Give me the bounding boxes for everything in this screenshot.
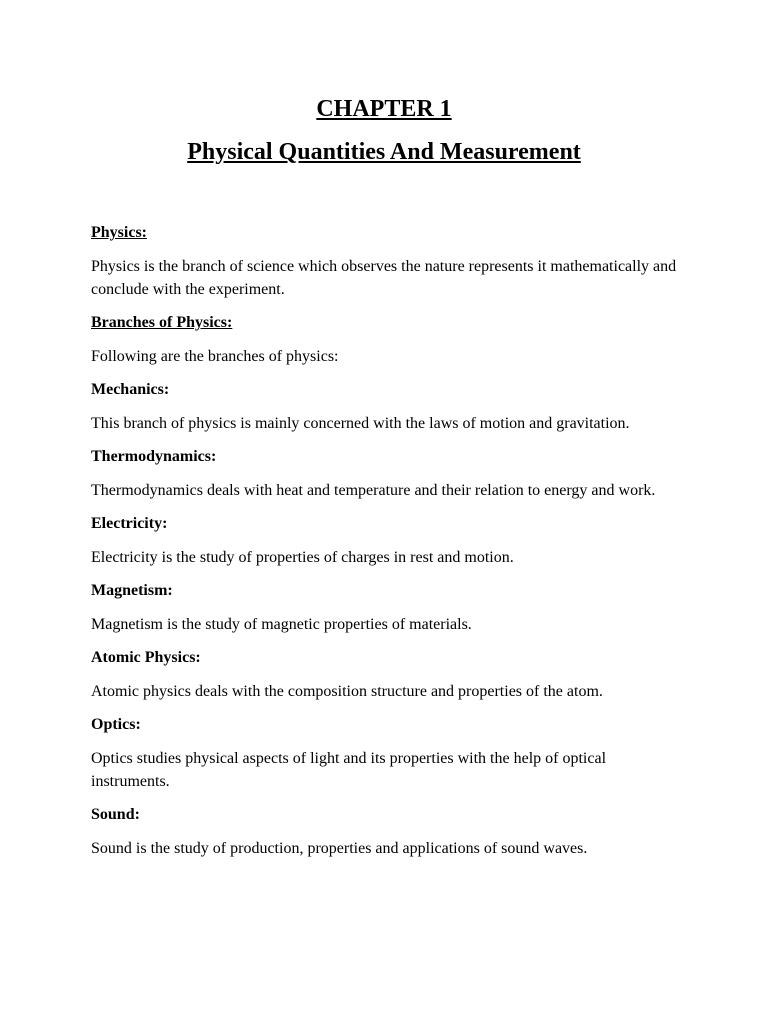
section-text: Sound is the study of production, properties and applications of sound waves. (91, 840, 588, 857)
section-sound (91, 803, 681, 860)
section-heading: Branches of Physics: (91, 314, 233, 331)
section-optics (91, 713, 681, 793)
section-heading: Atomic Physics: (91, 649, 201, 666)
section-heading: Optics: (91, 716, 141, 733)
section-heading: Mechanics: (91, 381, 170, 398)
section-thermodynamics (91, 445, 681, 502)
chapter-heading: CHAPTER 1 (316, 96, 452, 122)
section-text: Electricity is the study of properties of charges in rest and motion. (91, 549, 514, 566)
section-text: Physics is the branch of science which observes the nature represents it mathematically and conclude with the experiment. (91, 258, 677, 298)
section-text: Magnetism is the study of magnetic properties of materials. (91, 616, 472, 633)
section-magnetism (91, 579, 681, 636)
section-mechanics (91, 378, 681, 435)
section-heading: Sound: (91, 806, 140, 823)
section-physics (91, 221, 681, 301)
section-text: Atomic physics deals with the composition structure and properties of the atom. (91, 683, 603, 700)
section-text: Thermodynamics deals with heat and temperature and their relation to energy and work. (91, 482, 656, 499)
section-heading: Magnetism: (91, 582, 173, 599)
section-heading: Electricity: (91, 515, 168, 532)
section-text: Following are the branches of physics: (91, 348, 339, 365)
section-atomic-physics (91, 646, 681, 703)
section-heading: Physics: (91, 224, 147, 241)
section-text: Optics studies physical aspects of light and its properties with the help of optical instruments. (91, 750, 607, 790)
page-title: Physical Quantities And Measurement (187, 139, 581, 165)
section-branches-of-physics (91, 311, 681, 368)
document-body (91, 221, 681, 870)
section-electricity (91, 512, 681, 569)
section-heading: Thermodynamics: (91, 448, 217, 465)
section-text: This branch of physics is mainly concerned with the laws of motion and gravitation. (91, 415, 630, 432)
